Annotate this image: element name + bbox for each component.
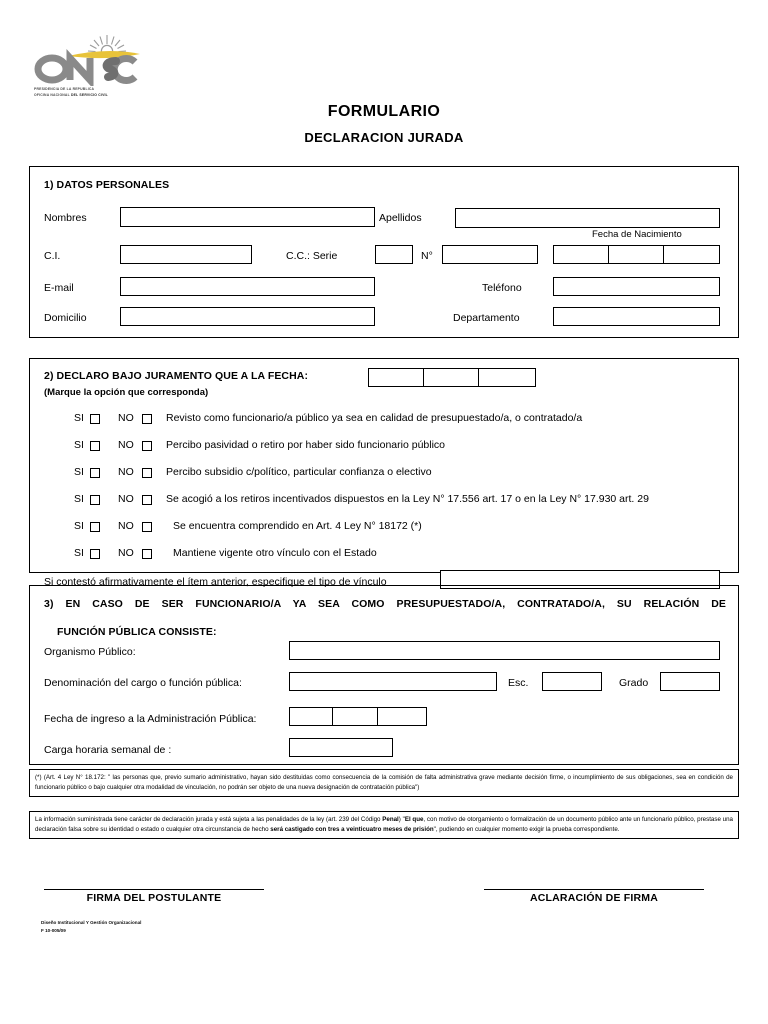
footnote-penal-part3: , con motivo de otorgamiento o formalización de un documento público ante un funcionario público, prestase una declaración falsa sobre su identidad o estado o cualquier otra circunstancia de hecho bbox=[35, 816, 733, 833]
label-si: SI bbox=[74, 493, 84, 505]
input-departamento[interactable] bbox=[553, 307, 720, 326]
label-domicilio: Domicilio bbox=[44, 312, 87, 324]
label-si: SI bbox=[74, 439, 84, 451]
label-telefono: Teléfono bbox=[482, 282, 522, 294]
label-esc: Esc. bbox=[508, 677, 529, 689]
onsc-logo-icon bbox=[28, 34, 148, 86]
checkbox-row-revisto bbox=[30, 411, 738, 427]
input-carga-horaria[interactable] bbox=[289, 738, 393, 757]
input-cc-serie[interactable] bbox=[375, 245, 413, 264]
footnote-penal-elque: El que bbox=[404, 816, 424, 823]
checkbox-row-retiros bbox=[30, 492, 738, 508]
checkbox-no-vinculo[interactable] bbox=[142, 549, 152, 559]
input-nacimiento-anio[interactable] bbox=[663, 245, 720, 264]
page-title: FORMULARIO bbox=[327, 103, 441, 120]
label-no: NO bbox=[118, 547, 134, 559]
section-datos-personales bbox=[29, 166, 739, 338]
label-departamento: Departamento bbox=[453, 312, 520, 324]
input-denominacion-cargo[interactable] bbox=[289, 672, 497, 691]
input-telefono[interactable] bbox=[553, 277, 720, 296]
signature-line-aclaracion bbox=[484, 889, 704, 890]
label-no: NO bbox=[118, 412, 134, 424]
label-apellidos: Apellidos bbox=[379, 212, 422, 224]
checkbox-si-retiros[interactable] bbox=[90, 495, 100, 505]
checkbox-row-pasividad bbox=[30, 438, 738, 454]
label-no: NO bbox=[118, 439, 134, 451]
input-ingreso-dia[interactable] bbox=[289, 707, 333, 726]
section2-subheading: (Marque la opción que corresponda) bbox=[44, 387, 209, 398]
footer-line2: F 10-005/09 bbox=[41, 928, 66, 933]
footnote-art4: (*) (Art. 4 Ley N° 18.172: " las personas que, previo sumario administrativo, hayan sido destituidas como consecuencia de la comisión de falta administrativa grave mediante decisión firme, o incumplimiento de sus obligaciones, sea en condición de funcionario público o bajo cualquier otra modalidad de vinculación, no podrán ser objeto de una nueva designación de contratación pública") bbox=[29, 769, 739, 797]
footnote-penal bbox=[29, 811, 739, 839]
label-no: NO bbox=[118, 466, 134, 478]
checkbox-text-revisto: Revisto como funcionario/a público ya sea en calidad de presupuestado/a, o contratado/a bbox=[166, 412, 583, 424]
input-numero[interactable] bbox=[442, 245, 538, 264]
checkbox-si-subsidio[interactable] bbox=[90, 468, 100, 478]
footer-line1: Diseño Institucional Y Gestión Organizacional bbox=[41, 920, 142, 925]
label-si: SI bbox=[74, 466, 84, 478]
input-declaracion-mes[interactable] bbox=[423, 368, 479, 387]
input-apellidos[interactable] bbox=[455, 208, 720, 228]
signature-label-aclaracion: ACLARACIÓN DE FIRMA bbox=[529, 892, 659, 904]
page-subtitle: DECLARACION JURADA bbox=[304, 130, 464, 145]
footnote-penal-word: Penal bbox=[382, 816, 399, 823]
checkbox-si-revisto[interactable] bbox=[90, 414, 100, 424]
logo-subtitle-line1: PRESIDENCIA DE LA REPUBLICA bbox=[34, 87, 95, 91]
checkbox-row-subsidio bbox=[30, 465, 738, 481]
section2-heading: 2) DECLARO BAJO JURAMENTO QUE A LA FECHA: bbox=[44, 370, 309, 382]
label-tipo-vinculo: Si contestó afirmativamente el ítem anterior, especifique el tipo de vínculo bbox=[44, 576, 387, 588]
footnote-penal-bold: será castigado con tres a veinticuatro meses de prisión bbox=[270, 825, 434, 833]
label-fecha-nacimiento: Fecha de Nacimiento bbox=[592, 229, 682, 240]
input-ingreso-anio[interactable] bbox=[377, 707, 427, 726]
label-numero: N° bbox=[421, 250, 433, 262]
footnote-penal-part2: ) " bbox=[398, 816, 405, 823]
checkbox-text-vinculo: Mantiene vigente otro vínculo con el Estado bbox=[173, 547, 377, 559]
signature-label-postulante: FIRMA DEL POSTULANTE bbox=[86, 892, 222, 904]
checkbox-text-subsidio: Percibo subsidio c/político, particular confianza o electivo bbox=[166, 466, 432, 478]
checkbox-si-pasividad[interactable] bbox=[90, 441, 100, 451]
input-grado[interactable] bbox=[660, 672, 720, 691]
checkbox-si-vinculo[interactable] bbox=[90, 549, 100, 559]
checkbox-no-subsidio[interactable] bbox=[142, 468, 152, 478]
input-ingreso-mes[interactable] bbox=[332, 707, 378, 726]
checkbox-no-pasividad[interactable] bbox=[142, 441, 152, 451]
checkbox-no-retiros[interactable] bbox=[142, 495, 152, 505]
checkbox-row-art4 bbox=[30, 519, 738, 535]
checkbox-row-vinculo bbox=[30, 546, 738, 562]
label-denominacion-cargo: Denominación del cargo o función pública: bbox=[44, 677, 242, 689]
input-nombres[interactable] bbox=[120, 207, 375, 227]
section-funcion-publica bbox=[29, 585, 739, 765]
checkbox-text-retiros: Se acogió a los retiros incentivados dispuestos en la Ley N° 17.556 art. 17 o en la Ley N° 17.930 art. 29 bbox=[166, 493, 649, 505]
checkbox-text-art4: Se encuentra comprendido en Art. 4 Ley N° 18172 (*) bbox=[173, 520, 422, 532]
input-nacimiento-dia[interactable] bbox=[553, 245, 609, 264]
checkbox-no-art4[interactable] bbox=[142, 522, 152, 532]
checkbox-no-revisto[interactable] bbox=[142, 414, 152, 424]
label-si: SI bbox=[74, 520, 84, 532]
section1-heading: 1) DATOS PERSONALES bbox=[44, 179, 170, 191]
input-email[interactable] bbox=[120, 277, 375, 296]
label-si: SI bbox=[74, 547, 84, 559]
section3-heading bbox=[44, 597, 726, 639]
label-no: NO bbox=[118, 493, 134, 505]
label-no: NO bbox=[118, 520, 134, 532]
footnote-penal-part1: La información suministrada tiene carácter de declaración jurada y está sujeta a las penalidades de la ley (art. 239 del Código bbox=[35, 816, 383, 823]
input-esc[interactable] bbox=[542, 672, 602, 691]
signature-line-postulante bbox=[44, 889, 264, 890]
label-ci: C.I. bbox=[44, 250, 61, 262]
label-grado: Grado bbox=[619, 677, 649, 689]
input-nacimiento-mes[interactable] bbox=[608, 245, 664, 264]
label-fecha-ingreso: Fecha de ingreso a la Administración Pública: bbox=[44, 713, 257, 725]
input-declaracion-anio[interactable] bbox=[478, 368, 536, 387]
footnote-penal-part4: ", pudiendo en cualquier momento exigir la prueba correspondiente. bbox=[433, 825, 620, 833]
input-declaracion-dia[interactable] bbox=[368, 368, 424, 387]
checkbox-text-pasividad: Percibo pasividad o retiro por haber sido funcionario público bbox=[166, 439, 445, 451]
label-organismo-publico: Organismo Público: bbox=[44, 646, 136, 658]
label-cc-serie: C.C.: Serie bbox=[286, 250, 338, 262]
section3-heading-line2: FUNCIÓN PÚBLICA CONSISTE: bbox=[57, 626, 217, 638]
checkbox-si-art4[interactable] bbox=[90, 522, 100, 532]
label-nombres: Nombres bbox=[44, 212, 87, 224]
input-organismo-publico[interactable] bbox=[289, 641, 720, 660]
input-ci[interactable] bbox=[120, 245, 252, 264]
label-si: SI bbox=[74, 412, 84, 424]
onsc-logo bbox=[28, 34, 178, 104]
label-carga-horaria: Carga horaria semanal de : bbox=[44, 744, 172, 756]
section-declaracion bbox=[29, 358, 739, 588]
logo-subtitle-line2: OFICINA NACIONAL DEL SERVICIO CIVIL bbox=[34, 92, 108, 97]
input-domicilio[interactable] bbox=[120, 307, 375, 326]
footer-note bbox=[41, 919, 141, 935]
label-email: E-mail bbox=[44, 282, 74, 294]
section3-heading-line1: 3) EN CASO DE SER FUNCIONARIO/A YA SEA COMO PRESUPUESTADO/A, CONTRATADO/A, SU RELACIÓN DE bbox=[44, 598, 726, 610]
